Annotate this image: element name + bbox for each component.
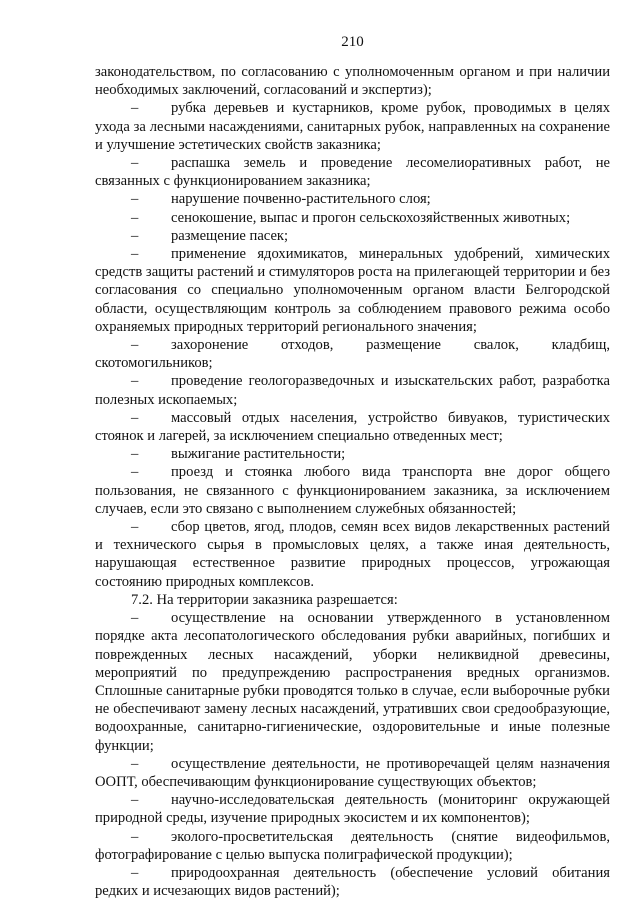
list-item	[95, 336, 610, 372]
dash-marker: –	[131, 100, 139, 117]
list-item	[95, 409, 610, 445]
dash-marker: –	[131, 828, 139, 845]
paragraph-text: природоохранная деятельность (обеспечение условий обитания редких и исчезающих видов растений);	[95, 864, 610, 900]
list-item	[95, 518, 610, 591]
list-item	[95, 463, 610, 518]
list-item	[95, 227, 610, 245]
paragraph-text: осуществление деятельности, не противоречащей целям назначения ООПТ, обеспечивающим функционирование существующих объектов;	[95, 755, 610, 790]
section-heading	[95, 591, 610, 609]
paragraph-text: сбор цветов, ягод, плодов, семян всех видов лекарственных растений и технического сырья в промысловых целях, а также иная деятельность, нарушающая естественное развитие природных процессов, угрожающая состоянию природных комплексов.	[95, 519, 610, 590]
dash-marker: –	[131, 373, 139, 390]
list-item	[95, 154, 610, 190]
list-item	[95, 209, 610, 227]
dash-marker: –	[131, 864, 139, 881]
paragraph-text: законодательством, по согласованию с уполномоченным органом и при наличии необходимых заключений, согласований и экспертиз);	[95, 64, 610, 99]
list-item	[95, 190, 610, 208]
paragraph-text: проезд и стоянка любого вида транспорта вне дорог общего пользования, не связанного с функционированием заказника, за исключением случаев, если это связано с выполнением служебных обязанностей;	[95, 464, 610, 517]
paragraph-text: распашка земель и проведение лесомелиоративных работ, не связанных с функционированием заказника;	[95, 155, 610, 190]
list-item	[95, 445, 610, 463]
dash-marker: –	[131, 209, 139, 226]
page-number: 210	[341, 34, 364, 50]
list-item	[95, 864, 610, 900]
list-item	[95, 609, 610, 755]
paragraph	[95, 63, 610, 99]
dash-marker: –	[131, 519, 139, 536]
paragraph-text: проведение геологоразведочных и изыскательских работ, разработка полезных ископаемых;	[95, 373, 610, 408]
paragraph-text: нарушение почвенно-растительного слоя;	[171, 191, 431, 208]
dash-marker: –	[131, 337, 139, 354]
paragraph-text: захоронение отходов, размещение свалок, кладбищ, скотомогильников;	[95, 337, 610, 372]
dash-marker: –	[131, 792, 139, 809]
list-item	[95, 755, 610, 791]
list-item	[95, 99, 610, 154]
dash-marker: –	[131, 464, 139, 481]
list-item	[95, 828, 610, 864]
dash-marker: –	[131, 755, 139, 772]
paragraph-text: выжигание растительности;	[171, 446, 346, 463]
paragraph-text: размещение пасек;	[171, 227, 289, 244]
dash-marker: –	[131, 446, 139, 463]
paragraph-text: 7.2. На территории заказника разрешается:	[131, 591, 398, 608]
dash-marker: –	[131, 409, 139, 426]
paragraph-text: применение ядохимикатов, минеральных удобрений, химических средств защиты растений и стимуляторов роста на прилегающей территории и без согласования со специально уполномоченным органом власти Белгородской области, осуществляющим контроль за соблюдением правового режима особо охраняемых природных территорий регионального значения;	[95, 246, 610, 335]
list-item	[95, 245, 610, 336]
list-item	[95, 372, 610, 408]
dash-marker: –	[131, 191, 139, 208]
dash-marker: –	[131, 246, 139, 263]
paragraph-text: эколого-просветительская деятельность (снятие видеофильмов, фотографирование с целью выпуска полиграфической продукции);	[95, 828, 610, 863]
paragraph-text: массовый отдых населения, устройство бивуаков, туристических стоянок и лагерей, за исключением специально отведенных мест;	[95, 409, 610, 445]
document-body	[95, 63, 610, 900]
dash-marker: –	[131, 227, 139, 244]
list-item	[95, 791, 610, 827]
paragraph-text: осуществление на основании утвержденного в установленном порядке акта лесопатологического обследования рубки аварийных, погибших и поврежденных лесных насаждений, уборки неликвидной древесины, мероприятий по предупреждению распространения вредных организмов. Сплошные санитарные рубки проводятся только в случае, если выборочные рубки не обеспечивают замену лесных насаждений, утративших свои средообразующие, водоохранные, санитарно-гигиенические, оздоровительные и иные полезные функции;	[95, 610, 610, 754]
dash-marker: –	[131, 155, 139, 172]
paragraph-text: сенокошение, выпас и прогон сельскохозяйственных животных;	[171, 209, 571, 226]
paragraph-text: научно-исследовательская деятельность (мониторинг окружающей природной среды, изучение природных экосистем и их компонентов);	[95, 792, 610, 827]
paragraph-text: рубка деревьев и кустарников, кроме рубок, проводимых в целях ухода за лесными насаждениями, санитарных рубок, направленных на сохранение и улучшение эстетических свойств заказника;	[95, 100, 610, 153]
dash-marker: –	[131, 610, 139, 627]
